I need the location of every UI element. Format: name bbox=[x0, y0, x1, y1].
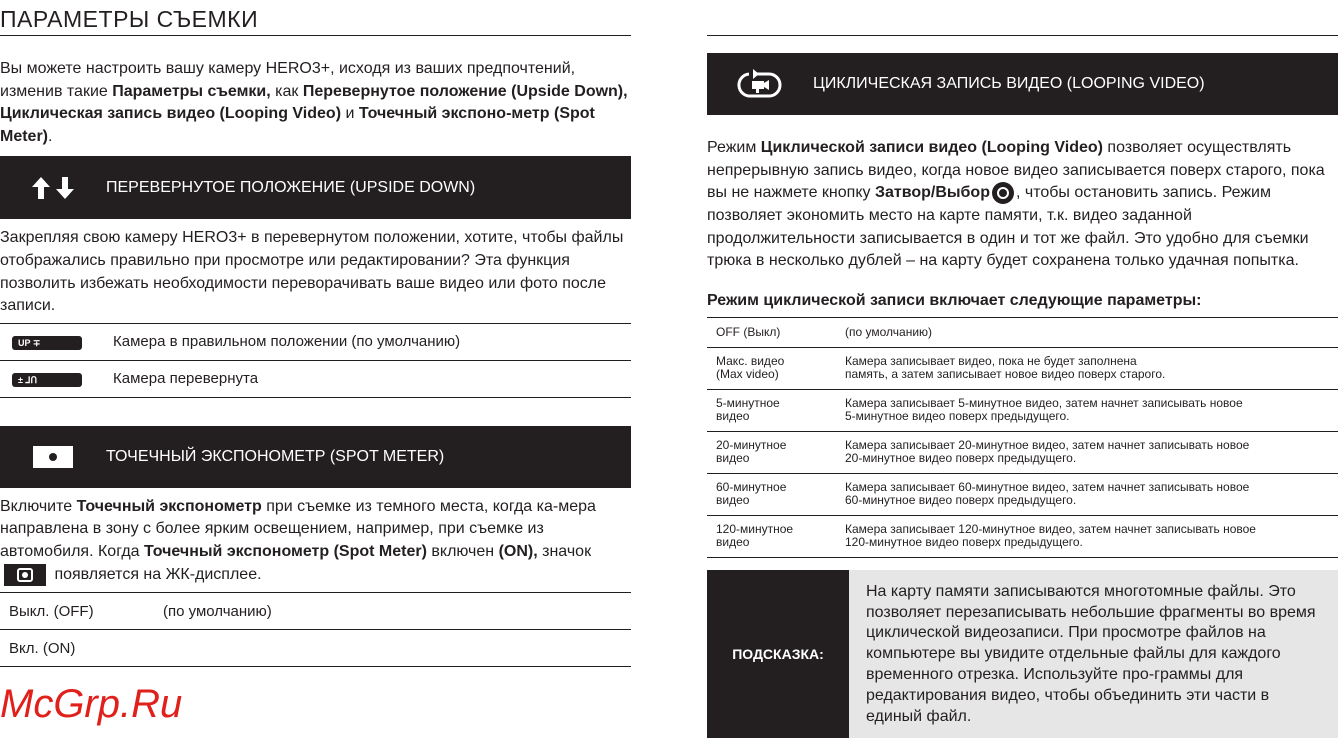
table-row bbox=[707, 390, 1338, 432]
upside-down-header bbox=[0, 156, 631, 219]
tip-box bbox=[707, 570, 1338, 738]
spot-meter-header bbox=[0, 426, 631, 488]
looping-options-table bbox=[707, 318, 1338, 558]
row-label: Вкл. (ON) bbox=[9, 639, 76, 657]
table-row bbox=[0, 324, 631, 361]
up-down-arrows-icon bbox=[0, 175, 106, 201]
table-row bbox=[0, 630, 631, 667]
page-title: ПАРАМЕТРЫ СЪЕМКИ bbox=[0, 6, 259, 32]
spot-meter-lcd-icon bbox=[4, 564, 46, 586]
section-heading: ЦИКЛИЧЕСКАЯ ЗАПИСЬ ВИДЕО (LOOPING VIDEO) bbox=[813, 75, 1205, 92]
row-description: Камера записывает видео, пока не будет заполнена память, а затем записывает новое видео поверх старого. bbox=[845, 353, 1166, 382]
table-row bbox=[707, 318, 1338, 348]
watermark: McGrp.Ru bbox=[0, 682, 183, 727]
left-column bbox=[0, 0, 631, 727]
table-row bbox=[707, 432, 1338, 474]
looping-video-header bbox=[707, 53, 1338, 115]
row-label: 5-минутное видео bbox=[716, 395, 780, 424]
row-description: Камера записывает 120-минутное видео, затем начнет записывать новое 120-минутное видео поверх предыдущего. bbox=[845, 521, 1256, 550]
row-description: (по умолчанию) bbox=[845, 324, 933, 339]
table-row bbox=[0, 593, 631, 630]
options-subheading: Режим циклической записи включает следующие параметры: bbox=[707, 291, 1202, 309]
table-row bbox=[707, 516, 1338, 558]
row-description: Камера записывает 60-минутное видео, затем начнет записывать новое 60-минутное видео поверх предыдущего. bbox=[845, 479, 1250, 508]
divider bbox=[0, 35, 631, 36]
row-value: (по умолчанию) bbox=[163, 602, 272, 620]
row-label: Камера в правильном положении (по умолчанию) bbox=[113, 333, 461, 351]
section-heading: ТОЧЕЧНЫЙ ЭКСПОНОМЕТР (SPOT METER) bbox=[106, 447, 445, 465]
section-heading: ПЕРЕВЕРНУТОЕ ПОЛОЖЕНИЕ (UPSIDE DOWN) bbox=[106, 178, 476, 196]
row-label: Макс. видео (Max video) bbox=[716, 353, 785, 382]
table-row bbox=[707, 474, 1338, 516]
spot-meter-icon bbox=[0, 444, 106, 470]
spot-meter-text: Включите Точечный экспонометр при съемке из темного места, когда ка-мера направлена в зону с более ярким освещением, например, при съемке из автомобиля. Когда Точечный экспонометр (Spot Meter) включен (ON), значок появляется на ЖК-дисплее. bbox=[0, 496, 631, 587]
right-column bbox=[707, 0, 1338, 738]
looping-video-text: Режим Циклической записи видео (Looping Video) позволяет осуществлять непрерывную запись видео, когда новое видео записывается поверх старого, пока вы не нажмете кнопку Затвор/Выбор , чтобы остановить запись. Режим позволяет экономить место на карте памяти, т.к. видео заданной продолжительности записывается в один и тот же файл. Это удобно для съемки трюка в несколько дублей – на карту будет сохранена только удачная попытка. bbox=[707, 139, 1325, 270]
divider bbox=[707, 35, 1338, 36]
row-label: Выкл. (OFF) bbox=[9, 602, 94, 620]
row-label: Камера перевернута bbox=[113, 370, 259, 388]
row-description: Камера записывает 5-минутное видео, затем начнет записывать новое 5-минутное видео поверх предыдущего. bbox=[845, 395, 1243, 424]
row-description: Камера записывает 20-минутное видео, затем начнет записывать новое 20-минутное видео поверх предыдущего. bbox=[845, 437, 1250, 466]
row-label: OFF (Выкл) bbox=[716, 324, 781, 339]
tip-label: ПОДСКАЗКА: bbox=[707, 570, 849, 738]
table-row bbox=[707, 348, 1338, 390]
table-row bbox=[0, 361, 631, 398]
looping-video-icon bbox=[707, 67, 813, 101]
lcd-upside-down-icon: ± ⅃Ո bbox=[12, 373, 82, 387]
intro-paragraph: Вы можете настроить вашу камеру HERO3+, исходя из ваших предпочтений, изменив такие Параметры съемки, как Перевернутое положение (Upside Down), Циклическая запись видео (Looping Video) и Точечный экспоно-метр (Spot Meter). bbox=[0, 60, 628, 145]
row-label: 60-минутное видео bbox=[716, 479, 787, 508]
row-label: 120-минутное видео bbox=[716, 521, 794, 550]
shutter-button-icon bbox=[992, 182, 1014, 204]
upside-down-text: Закрепляя свою камеру HERO3+ в перевернутом положении, хотите, чтобы файлы отображались правильно при просмотре или редактировании? Эта функция позволить избежать необходимости переворачивать ваше видео или фото после записи. bbox=[0, 229, 624, 315]
tip-text: На карту памяти записываются многотомные файлы. Это позволяет перезаписывать небольшие фрагменты во время циклической видеозаписи. При просмотре файлов на компьютере вы увидите отдельные файлы для каждого временного отрезка. Используйте про-граммы для редактирования видео, чтобы объединить эти части в единый файл. bbox=[849, 570, 1338, 738]
row-label: 20-минутное видео bbox=[716, 437, 787, 466]
lcd-upright-icon: UP ∓ bbox=[12, 336, 82, 350]
